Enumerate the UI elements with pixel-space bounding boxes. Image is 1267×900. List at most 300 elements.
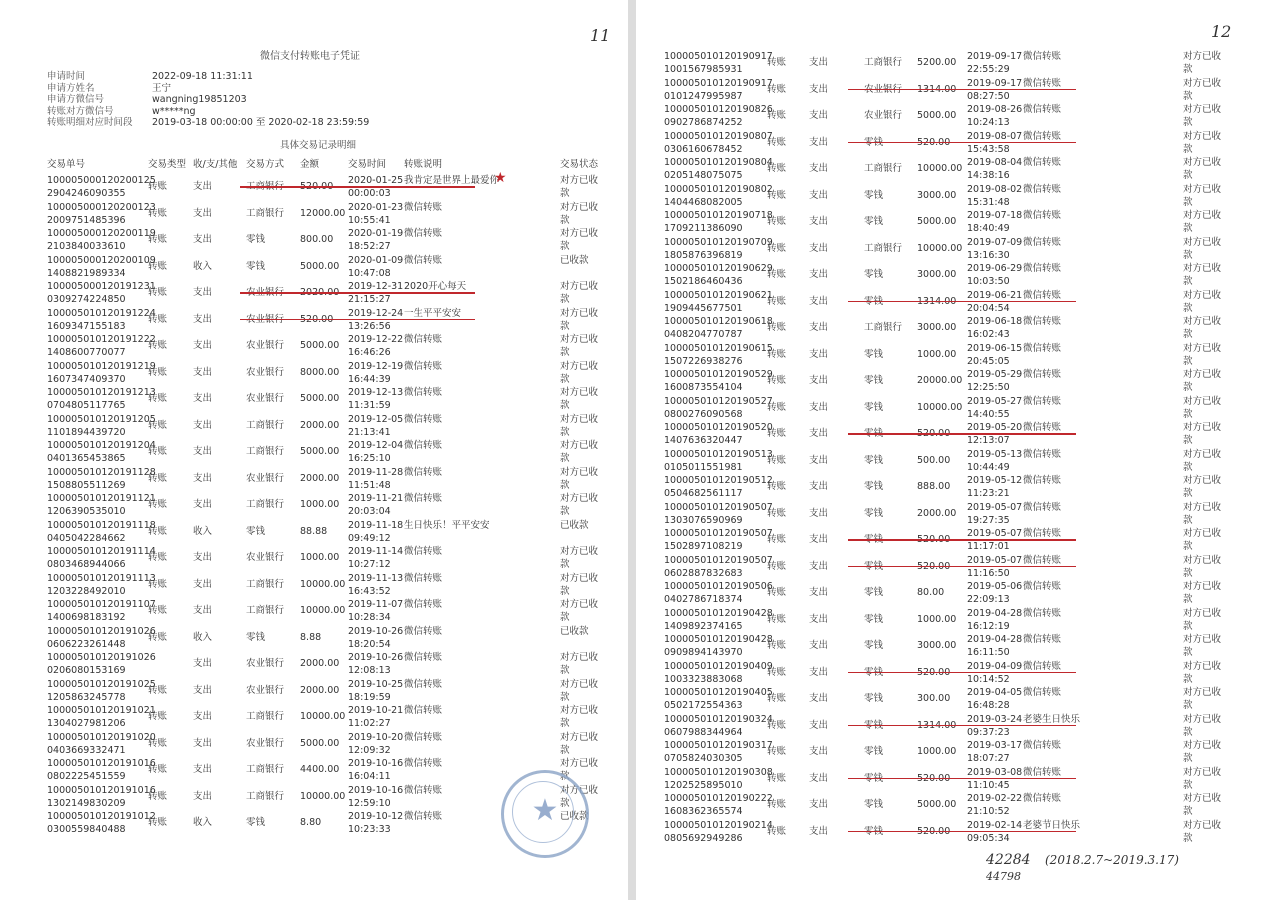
txn-date: 2019-12-31 — [348, 281, 404, 292]
txn-id: 100005010120190621 — [664, 289, 773, 301]
txn-method: 零钱 — [864, 189, 884, 201]
txn-method: 农业银行 — [246, 366, 285, 378]
txn-amount: 5000.00 — [300, 393, 340, 404]
txn-type: 转账 — [767, 454, 787, 466]
txn-type: 转账 — [148, 446, 168, 457]
txn-direction: 支出 — [193, 340, 213, 351]
transaction-row — [636, 819, 1267, 845]
txn-date: 2019-07-18 — [967, 210, 1023, 221]
header-amount: 金额 — [300, 159, 320, 170]
txn-status: 对方已收 — [1183, 395, 1222, 407]
txn-note: 微信转账 — [1023, 369, 1062, 380]
header-txn-type: 交易类型 — [148, 159, 187, 170]
txn-date: 2020-01-23 — [348, 201, 404, 213]
transaction-row — [636, 289, 1267, 315]
txn-date: 2019-12-19 — [348, 360, 404, 372]
txn-id: 100005010120191012 — [47, 811, 156, 822]
txn-id: 100005010120191204 — [47, 440, 156, 451]
txn-note: 微信转账 — [1023, 660, 1062, 672]
txn-id: 100005010120190618 — [664, 316, 773, 327]
txn-type: 转账 — [148, 605, 168, 616]
txn-note: 微信转账 — [404, 254, 443, 266]
document-subtitle: 具体交易记录明细 — [280, 140, 357, 151]
applicant-meta — [47, 71, 369, 129]
txn-note: 微信转账 — [404, 360, 443, 372]
txn-time: 12:08:13 — [348, 665, 391, 676]
txn-id-suffix: 1409892374165 — [664, 620, 743, 632]
transaction-row — [636, 50, 1267, 76]
txn-type: 转账 — [148, 578, 168, 590]
txn-id-suffix: 0401365453865 — [47, 453, 126, 464]
txn-date: 2019-04-09 — [967, 660, 1023, 672]
txn-note: 微信转账 — [1023, 448, 1062, 460]
txn-amount: 800.00 — [300, 234, 334, 245]
txn-direction: 支出 — [193, 578, 213, 590]
txn-time: 13:16:30 — [967, 249, 1010, 261]
txn-status: 对方已收 — [1183, 130, 1222, 142]
txn-id: 100005010120190513 — [664, 448, 773, 460]
txn-time: 11:31:59 — [348, 400, 391, 411]
txn-status: 对方已收 — [560, 228, 599, 239]
txn-id-suffix: 1302149830209 — [47, 797, 126, 809]
page-gutter — [628, 0, 636, 900]
txn-date: 2019-02-14 — [967, 819, 1023, 831]
txn-time: 12:09:32 — [348, 744, 391, 756]
txn-status: 对方已收 — [560, 413, 599, 425]
txn-id: 100005010120190709 — [664, 236, 773, 248]
txn-direction: 支出 — [193, 790, 213, 802]
seal-stamp — [501, 770, 589, 858]
txn-status: 对方已收 — [560, 201, 599, 213]
txn-id: 100005010120190520 — [664, 422, 773, 433]
txn-amount: 1000.00 — [917, 348, 957, 360]
txn-id-suffix: 1407636320447 — [664, 435, 743, 446]
txn-status: 对方已收 — [1183, 793, 1222, 804]
txn-note: 2020开心每天 — [404, 281, 467, 292]
txn-status-cont: 款 — [560, 612, 570, 623]
txn-date: 2019-08-26 — [967, 104, 1023, 115]
txn-note: 老婆生日快乐 — [1023, 713, 1081, 725]
txn-status-cont: 款 — [1183, 806, 1193, 817]
txn-status-cont: 款 — [560, 453, 570, 464]
txn-type: 转账 — [148, 472, 168, 484]
txn-note: 微信转账 — [1023, 634, 1062, 645]
txn-id: 100005010120190512 — [664, 475, 773, 486]
txn-note: 微信转账 — [1023, 687, 1062, 698]
txn-direction: 支出 — [809, 481, 829, 492]
txn-method: 农业银行 — [246, 658, 285, 669]
txn-type: 转账 — [148, 287, 168, 298]
txn-time: 16:48:28 — [967, 700, 1010, 711]
txn-status: 对方已收 — [1183, 210, 1222, 221]
txn-time: 10:23:33 — [348, 824, 391, 835]
handwritten-underline — [848, 725, 1076, 727]
transaction-row — [0, 280, 628, 306]
txn-type: 转账 — [148, 711, 168, 722]
txn-type: 转账 — [148, 764, 168, 775]
txn-status: 对方已收 — [1183, 157, 1222, 168]
txn-time: 15:43:58 — [967, 143, 1010, 155]
txn-id-suffix: 1909445677501 — [664, 302, 743, 314]
txn-method: 工商银行 — [246, 764, 285, 775]
txn-id-suffix: 0705824030305 — [664, 753, 743, 764]
page-number-left: 11 — [590, 26, 611, 45]
txn-id: 100005000120191231 — [47, 281, 156, 292]
txn-time: 20:03:04 — [348, 506, 391, 517]
txn-id-suffix: 2009751485396 — [47, 214, 126, 226]
txn-amount: 888.00 — [917, 481, 951, 492]
txn-type: 转账 — [767, 560, 787, 572]
txn-direction: 支出 — [193, 764, 213, 775]
txn-status: 已收款 — [560, 519, 589, 531]
txn-note: 微信转账 — [1023, 475, 1062, 486]
txn-status-cont: 款 — [560, 665, 570, 676]
txn-direction: 支出 — [809, 640, 829, 651]
txn-time: 21:10:52 — [967, 806, 1010, 817]
txn-method: 零钱 — [246, 260, 266, 272]
txn-type: 转账 — [148, 525, 168, 537]
txn-id: 100005010120191128 — [47, 466, 156, 478]
txn-date: 2019-02-22 — [967, 793, 1023, 804]
txn-time: 18:52:27 — [348, 241, 391, 252]
txn-id: 100005010120191113 — [47, 572, 156, 584]
txn-date: 2019-12-13 — [348, 387, 404, 398]
meta-row — [47, 71, 369, 83]
txn-time: 16:46:26 — [348, 347, 391, 358]
txn-type: 转账 — [148, 499, 168, 510]
header-time: 交易时间 — [348, 159, 387, 170]
txn-id-suffix: 1608362365574 — [664, 806, 743, 817]
txn-time: 11:02:27 — [348, 718, 391, 729]
transaction-row — [0, 519, 628, 545]
txn-time: 10:55:41 — [348, 214, 391, 226]
transaction-row — [636, 527, 1267, 553]
txn-status-cont: 款 — [1183, 382, 1193, 393]
txn-status-cont: 款 — [1183, 726, 1193, 738]
txn-id-suffix: 0607988344964 — [664, 726, 743, 738]
txn-method: 农业银行 — [246, 393, 285, 404]
txn-status-cont: 款 — [560, 320, 570, 332]
txn-date: 2019-05-06 — [967, 581, 1023, 592]
transaction-row — [636, 792, 1267, 818]
txn-note: 微信转账 — [1023, 236, 1062, 248]
handwritten-underline — [848, 672, 1076, 674]
txn-type: 转账 — [767, 772, 787, 784]
txn-status: 对方已收 — [560, 758, 599, 769]
transaction-row — [636, 368, 1267, 394]
txn-date: 2019-12-24 — [348, 307, 404, 319]
txn-direction: 支出 — [193, 366, 213, 378]
transaction-row — [636, 501, 1267, 527]
txn-status-cont: 款 — [1183, 673, 1193, 685]
txn-time: 10:14:52 — [967, 673, 1010, 685]
txn-time: 09:05:34 — [967, 832, 1010, 844]
transaction-row — [0, 413, 628, 439]
txn-note: 微信转账 — [404, 387, 443, 398]
txn-id: 100005010120190428 — [664, 607, 773, 619]
txn-time: 11:10:45 — [967, 779, 1010, 791]
txn-time: 22:09:13 — [967, 594, 1010, 605]
txn-date: 2019-08-02 — [967, 183, 1023, 195]
txn-method: 农业银行 — [246, 684, 285, 696]
txn-method: 工商银行 — [864, 57, 903, 68]
txn-status: 对方已收 — [1183, 501, 1222, 513]
txn-date: 2019-09-17 — [967, 51, 1023, 62]
txn-id-suffix: 0306160678452 — [664, 143, 743, 155]
txn-direction: 支出 — [809, 216, 829, 227]
transaction-row — [0, 307, 628, 333]
txn-status: 对方已收 — [1183, 289, 1222, 301]
txn-method: 工商银行 — [246, 605, 285, 616]
txn-amount: 2000.00 — [917, 507, 957, 519]
txn-direction: 支出 — [809, 322, 829, 333]
txn-direction: 支出 — [809, 189, 829, 201]
txn-type: 转账 — [767, 295, 787, 307]
txn-type: 转账 — [767, 825, 787, 837]
txn-direction: 支出 — [193, 499, 213, 510]
transaction-row — [636, 474, 1267, 500]
txn-id-suffix: 0805692949286 — [664, 832, 743, 844]
txn-amount: 12000.00 — [300, 207, 346, 219]
txn-id: 100005010120190506 — [664, 581, 773, 592]
txn-date: 2019-05-13 — [967, 448, 1023, 460]
txn-id-suffix: 0704805117765 — [47, 400, 126, 411]
page-number-right: 12 — [1211, 22, 1232, 41]
txn-amount: 8.80 — [300, 817, 322, 828]
txn-amount: 5000.00 — [300, 446, 340, 457]
txn-status-cont: 款 — [1183, 514, 1193, 526]
txn-id: 100005010120191016 — [47, 758, 156, 769]
transaction-row — [636, 315, 1267, 341]
txn-type: 转账 — [767, 269, 787, 280]
txn-time: 09:37:23 — [967, 726, 1010, 738]
txn-direction: 支出 — [193, 181, 213, 192]
meta-value: 王宁 — [152, 82, 172, 94]
txn-id-suffix: 1202525895010 — [664, 779, 743, 791]
txn-note: 微信转账 — [404, 466, 443, 478]
txn-direction: 支出 — [809, 348, 829, 360]
txn-id-suffix: 0405042284662 — [47, 532, 126, 544]
txn-time: 16:43:52 — [348, 585, 391, 597]
txn-id-suffix: 1304027981206 — [47, 718, 126, 729]
txn-time: 08:27:50 — [967, 90, 1010, 102]
txn-date: 2019-06-18 — [967, 316, 1023, 327]
txn-status-cont: 款 — [1183, 620, 1193, 632]
txn-amount: 8000.00 — [300, 366, 340, 378]
txn-method: 零钱 — [246, 817, 266, 828]
txn-date: 2019-11-14 — [348, 546, 404, 557]
transaction-row — [636, 766, 1267, 792]
txn-id-suffix: 1101894439720 — [47, 426, 126, 438]
transaction-row — [636, 713, 1267, 739]
txn-amount: 2000.00 — [300, 658, 340, 669]
txn-direction: 支出 — [809, 375, 829, 386]
txn-status: 对方已收 — [1183, 766, 1222, 778]
txn-note: 微信转账 — [1023, 130, 1062, 142]
txn-type: 转账 — [767, 163, 787, 174]
txn-amount: 5000.00 — [917, 110, 957, 121]
txn-status-cont: 款 — [560, 506, 570, 517]
txn-date: 2019-10-25 — [348, 678, 404, 690]
txn-time: 11:51:48 — [348, 479, 391, 491]
txn-time: 12:59:10 — [348, 797, 391, 809]
meta-label: 申请时间 — [47, 71, 86, 82]
txn-id: 100005010120190629 — [664, 263, 773, 274]
txn-id-suffix: 1607347409370 — [47, 373, 126, 385]
txn-direction: 支出 — [193, 737, 213, 749]
txn-id: 100005010120190409 — [664, 660, 773, 672]
txn-method: 农业银行 — [246, 472, 285, 484]
txn-direction: 支出 — [809, 136, 829, 148]
txn-direction: 支出 — [809, 454, 829, 466]
txn-date: 2019-03-17 — [967, 740, 1023, 751]
txn-type: 转账 — [767, 136, 787, 148]
txn-time: 18:40:49 — [967, 223, 1010, 234]
header-direction: 收/支/其他 — [193, 159, 238, 170]
txn-method: 工商银行 — [246, 446, 285, 457]
txn-id: 100005010120191026 — [47, 625, 156, 637]
txn-note: 微信转账 — [1023, 793, 1062, 804]
txn-type: 转账 — [148, 366, 168, 378]
txn-id-suffix: 1206390535010 — [47, 506, 126, 517]
txn-id: 100005010120190807 — [664, 130, 773, 142]
transaction-row — [0, 386, 628, 412]
txn-type: 转账 — [148, 737, 168, 749]
txn-amount: 3000.00 — [917, 269, 957, 280]
meta-label: 申请方姓名 — [47, 82, 95, 94]
txn-id-suffix: 1404468082005 — [664, 196, 743, 208]
txn-id-suffix: 1507226938276 — [664, 355, 743, 367]
txn-note: 微信转账 — [404, 440, 443, 451]
txn-status: 对方已收 — [1183, 236, 1222, 248]
txn-status: 对方已收 — [1183, 740, 1222, 751]
txn-status: 对方已收 — [1183, 369, 1222, 380]
txn-amount: 10000.00 — [917, 163, 963, 174]
txn-note: 微信转账 — [1023, 501, 1062, 513]
txn-id-suffix: 0309274224850 — [47, 294, 126, 305]
txn-direction: 支出 — [193, 393, 213, 404]
transaction-row — [0, 704, 628, 730]
txn-id-suffix: 1400698183192 — [47, 612, 126, 623]
txn-method: 零钱 — [246, 631, 266, 643]
txn-method: 零钱 — [864, 613, 884, 625]
txn-status: 对方已收 — [560, 731, 599, 743]
txn-amount: 2000.00 — [300, 419, 340, 431]
txn-status: 已收款 — [560, 625, 589, 637]
txn-method: 工商银行 — [246, 790, 285, 802]
meta-label: 申请方微信号 — [47, 94, 105, 105]
txn-note: 微信转账 — [1023, 289, 1062, 301]
txn-direction: 支出 — [809, 613, 829, 625]
txn-method: 工商银行 — [864, 163, 903, 174]
txn-amount: 20000.00 — [917, 375, 963, 386]
txn-id-suffix: 0101247995987 — [664, 90, 743, 102]
txn-method: 零钱 — [864, 481, 884, 492]
txn-date: 2019-04-28 — [967, 634, 1023, 645]
txn-date: 2019-06-21 — [967, 289, 1023, 301]
txn-direction: 支出 — [809, 693, 829, 704]
txn-note: 老婆节日快乐 — [1023, 819, 1081, 831]
transaction-row — [636, 77, 1267, 103]
txn-direction: 支出 — [193, 419, 213, 431]
txn-method: 零钱 — [864, 401, 884, 413]
meta-value: w*****ng — [152, 105, 196, 117]
txn-status: 对方已收 — [1183, 687, 1222, 698]
txn-status-cont: 款 — [1183, 355, 1193, 367]
txn-id-suffix: 1303076590969 — [664, 514, 743, 526]
txn-amount: 3000.00 — [917, 189, 957, 201]
transaction-row — [636, 421, 1267, 447]
txn-date: 2019-03-08 — [967, 766, 1023, 778]
txn-status-cont: 款 — [1183, 170, 1193, 181]
txn-time: 20:04:54 — [967, 302, 1010, 314]
txn-type: 转账 — [148, 340, 168, 351]
txn-id: 100005010120191025 — [47, 678, 156, 690]
txn-direction: 支出 — [809, 772, 829, 784]
txn-type: 转账 — [767, 57, 787, 68]
txn-date: 2019-10-16 — [348, 784, 404, 796]
txn-note: 微信转账 — [404, 201, 443, 213]
txn-method: 工商银行 — [864, 242, 903, 254]
txn-direction: 支出 — [809, 163, 829, 174]
txn-time: 15:31:48 — [967, 196, 1010, 208]
txn-id-suffix: 2904246090355 — [47, 188, 126, 199]
txn-amount: 10000.00 — [300, 578, 346, 590]
txn-status: 对方已收 — [1183, 528, 1222, 539]
txn-type: 转账 — [148, 419, 168, 431]
txn-status-cont: 款 — [1183, 143, 1193, 155]
txn-method: 零钱 — [246, 234, 266, 245]
txn-type: 转账 — [148, 684, 168, 696]
txn-id-suffix: 1502186460436 — [664, 276, 743, 287]
txn-time: 10:03:50 — [967, 276, 1010, 287]
txn-status-cont: 款 — [560, 771, 570, 782]
txn-id: 100005010120190527 — [664, 395, 773, 407]
txn-note: 微信转账 — [1023, 528, 1062, 539]
txn-status: 对方已收 — [1183, 183, 1222, 195]
txn-direction: 支出 — [193, 446, 213, 457]
txn-date: 2019-05-29 — [967, 369, 1023, 380]
transaction-row — [0, 731, 628, 757]
txn-id-suffix: 0802225451559 — [47, 771, 126, 782]
txn-time: 16:25:10 — [348, 453, 391, 464]
txn-status-cont: 款 — [560, 718, 570, 729]
txn-direction: 支出 — [809, 428, 829, 439]
txn-date: 2019-12-05 — [348, 413, 404, 425]
handwritten-underline — [848, 89, 1076, 91]
txn-time: 16:04:11 — [348, 771, 391, 782]
txn-id: 100005010120191114 — [47, 546, 156, 557]
txn-method: 零钱 — [864, 454, 884, 466]
txn-note: 微信转账 — [1023, 422, 1062, 433]
txn-id: 100005010120191222 — [47, 334, 156, 345]
txn-direction: 收入 — [193, 525, 213, 537]
txn-type: 转账 — [148, 234, 168, 245]
transaction-row — [0, 651, 628, 677]
txn-amount: 80.00 — [917, 587, 945, 598]
txn-method: 工商银行 — [246, 499, 285, 510]
txn-status-cont: 款 — [560, 400, 570, 411]
txn-amount: 3000.00 — [917, 322, 957, 333]
txn-direction: 支出 — [809, 560, 829, 572]
txn-amount: 1000.00 — [300, 499, 340, 510]
txn-status: 对方已收 — [560, 281, 599, 292]
transaction-row — [636, 342, 1267, 368]
txn-status: 对方已收 — [1183, 713, 1222, 725]
txn-note: 微信转账 — [1023, 766, 1062, 778]
txn-amount: 5000.00 — [917, 799, 957, 810]
transaction-row — [636, 686, 1267, 712]
